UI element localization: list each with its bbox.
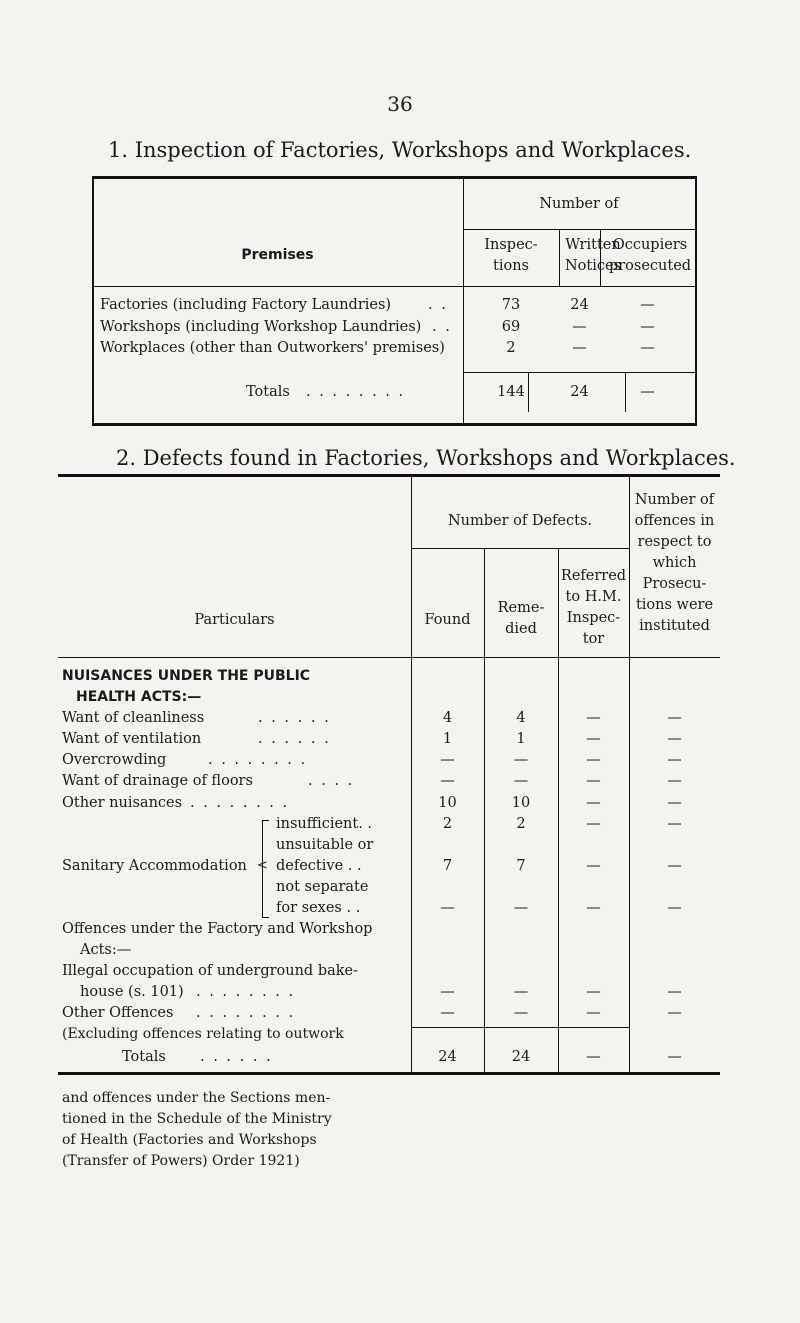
col-header-written-line: Notices xyxy=(564,258,622,274)
section1-title: 1. Inspection of Factories, Workshops and Workplaces. xyxy=(108,138,692,162)
row-label: Workshops (including Workshop Laundries) xyxy=(100,319,422,335)
table2-group-rule xyxy=(411,548,629,549)
factory-acts-heading: Offences under the Factory and Workshop xyxy=(62,921,373,937)
row-label: Other Offences xyxy=(62,1005,174,1021)
row-leader-dots: . . . . . . xyxy=(258,710,331,726)
row-leader-dots: . . . . xyxy=(308,773,355,789)
row-label: Overcrowding xyxy=(62,752,167,768)
cell-found: — xyxy=(440,900,455,916)
col-header-written-line: Written xyxy=(565,237,621,253)
cell-offences: — xyxy=(667,1049,682,1065)
sanitary-sub-label: unsuitable or xyxy=(276,837,374,853)
table2-top-border xyxy=(58,474,720,477)
cell-referred: — xyxy=(586,731,601,747)
cell-offences: — xyxy=(667,1005,682,1021)
row-leader-dots: . . . . . . . . xyxy=(190,795,290,811)
sanitary-sub-label: defective . . xyxy=(276,858,362,874)
cell-written: — xyxy=(572,319,587,335)
cell-inspections: 2 xyxy=(506,340,516,356)
cell-found: 10 xyxy=(438,795,457,811)
col-header-inspections xyxy=(463,235,559,277)
cell-prosecuted: — xyxy=(640,297,655,313)
table1-group-header: Number of xyxy=(539,196,619,212)
row-leader-dots: . . xyxy=(428,297,448,313)
cell-referred: — xyxy=(586,710,601,726)
row-label: Other nuisances xyxy=(62,795,183,811)
col-header-prosecuted-line: prosecuted xyxy=(608,258,692,274)
row-leader-dots: . . . . . . xyxy=(200,1049,273,1065)
cell-remedied: 1 xyxy=(516,731,526,747)
cell-remedied: — xyxy=(513,752,529,768)
cell-written: 24 xyxy=(570,384,589,400)
col-header-remedied-line: died xyxy=(505,621,537,637)
note-line: (Transfer of Powers) Order 1921) xyxy=(62,1153,300,1169)
table1-totals-rule xyxy=(463,372,695,373)
row-leader-dots: . . . . . . . . xyxy=(208,752,308,768)
table1-left-border xyxy=(92,176,94,424)
cell-prosecuted: — xyxy=(640,319,655,335)
col-header-referred-line: Inspec- xyxy=(566,610,621,626)
note-line: (Excluding offences relating to outwork xyxy=(62,1026,344,1042)
row-leader-dots: . . . . . . . . xyxy=(196,1005,296,1021)
note-line: tioned in the Schedule of the Ministry xyxy=(62,1111,332,1127)
cell-offences: — xyxy=(667,710,682,726)
sanitary-sub-label: insufficient. . xyxy=(276,816,373,832)
cell-found: — xyxy=(440,752,455,768)
table1-header-rule xyxy=(92,286,697,287)
col-header-remedied-line: Reme- xyxy=(497,600,545,616)
note-line: and offences under the Sections men- xyxy=(62,1090,331,1106)
cell-referred: — xyxy=(586,1005,601,1021)
cell-written: 24 xyxy=(570,297,589,313)
cell-offences: — xyxy=(667,984,682,1000)
row-label: Want of cleanliness xyxy=(62,710,205,726)
row-leader-dots: . . xyxy=(432,319,452,335)
cell-offences: — xyxy=(667,795,682,811)
totals-label: Totals xyxy=(246,384,290,400)
cell-inspections: 144 xyxy=(497,384,525,400)
row-label: Factories (including Factory Laundries) xyxy=(100,297,392,313)
row-leader-dots: . . . . . . . . xyxy=(306,384,406,400)
table1-bottom-border xyxy=(92,423,697,426)
col-header-prosecuted xyxy=(604,235,696,277)
cell-found: — xyxy=(440,773,455,789)
row-label: Want of drainage of floors xyxy=(62,773,253,789)
col-header-referred xyxy=(558,566,629,650)
cell-remedied: 10 xyxy=(511,795,531,811)
cell-prosecuted: — xyxy=(640,340,655,356)
sanitary-sub-label: for sexes . . xyxy=(276,900,361,916)
cell-found: 1 xyxy=(442,731,453,747)
cell-found: 2 xyxy=(442,816,453,832)
section2-title: 2. Defects found in Factories, Workshops and Workplaces. xyxy=(116,446,736,470)
nuisances-heading: NUISANCES UNDER THE PUBLIC xyxy=(62,668,311,684)
cell-offences: — xyxy=(667,752,682,768)
col-header-referred-line: to H.M. xyxy=(565,589,622,605)
cell-found: 7 xyxy=(442,858,453,874)
col-header-offences-line: respect to xyxy=(637,534,712,550)
row-leader-dots: . . . . . . . . xyxy=(196,984,296,1000)
totals-label: Totals xyxy=(122,1049,166,1065)
table1-right-border xyxy=(695,176,697,424)
cell-remedied: 4 xyxy=(516,710,526,726)
factory-acts-heading: Acts:— xyxy=(80,942,132,958)
cell-prosecuted: — xyxy=(640,384,655,400)
col-header-offences-line: which xyxy=(652,555,697,571)
row-label: house (s. 101) xyxy=(80,984,184,1000)
cell-remedied: — xyxy=(513,773,529,789)
cell-referred: — xyxy=(586,900,601,916)
col-header-inspections-line: Inspec- xyxy=(484,237,538,253)
col-header-offences-line: Number of xyxy=(634,492,715,508)
row-label: Workplaces (other than Outworkers' premises) xyxy=(100,340,445,356)
col-header-offences-line: offences in xyxy=(634,513,715,529)
sanitary-sub-label: not separate xyxy=(276,879,369,895)
cell-offences: — xyxy=(667,773,682,789)
row-label: Illegal occupation of underground bake- xyxy=(62,963,359,979)
cell-referred: — xyxy=(586,773,601,789)
col-header-offences xyxy=(629,490,720,637)
col-header-offences-line: instituted xyxy=(639,618,710,634)
cell-remedied: 24 xyxy=(511,1049,531,1065)
cell-referred: — xyxy=(586,795,601,811)
page-number: 36 xyxy=(387,92,413,116)
table2-group-header: Number of Defects. xyxy=(447,513,593,529)
row-label: Want of ventilation xyxy=(62,731,202,747)
brace-point: < xyxy=(257,858,268,873)
col-header-offences-line: Prosecu- xyxy=(642,576,707,592)
cell-offences: — xyxy=(667,816,682,832)
cell-remedied: 7 xyxy=(516,858,526,874)
cell-referred: — xyxy=(586,752,601,768)
cell-remedied: — xyxy=(513,900,529,916)
col-header-premises: Premises xyxy=(241,247,314,263)
note-line: of Health (Factories and Workshops xyxy=(62,1132,317,1148)
cell-written: — xyxy=(572,340,587,356)
cell-offences: — xyxy=(667,858,682,874)
table2-totals-rule xyxy=(411,1027,629,1028)
col-header-offences-line: tions were xyxy=(635,597,714,613)
cell-found: — xyxy=(440,984,455,1000)
table2-bottom-border xyxy=(58,1072,720,1075)
cell-referred: — xyxy=(586,816,601,832)
cell-referred: — xyxy=(586,858,601,874)
cell-offences: — xyxy=(667,731,682,747)
sanitary-label: Sanitary Accommodation xyxy=(62,858,247,874)
col-header-referred-line: tor xyxy=(582,631,605,647)
col-header-particulars: Particulars xyxy=(194,612,275,628)
table1-group-rule xyxy=(463,229,695,230)
nuisances-heading: HEALTH ACTS:— xyxy=(76,689,202,705)
cell-remedied: — xyxy=(513,984,529,1000)
col-header-prosecuted-line: Occupiers xyxy=(612,237,688,253)
col-header-remedied xyxy=(484,598,558,640)
cell-offences: — xyxy=(667,900,682,916)
col-header-found: Found xyxy=(424,612,471,628)
table1-top-border xyxy=(92,176,697,179)
col-header-referred-line: Referred xyxy=(560,568,627,584)
cell-referred: — xyxy=(586,984,601,1000)
cell-inspections: 73 xyxy=(501,297,521,313)
cell-referred: — xyxy=(586,1049,601,1065)
table2-header-rule xyxy=(58,657,720,658)
cell-remedied: 2 xyxy=(516,816,526,832)
cell-found: — xyxy=(440,1005,455,1021)
cell-found: 4 xyxy=(442,710,453,726)
cell-remedied: — xyxy=(513,1005,529,1021)
cell-found: 24 xyxy=(438,1049,457,1065)
row-leader-dots: . . . . . . xyxy=(258,731,331,747)
col-header-inspections-line: tions xyxy=(493,258,529,274)
cell-inspections: 69 xyxy=(501,319,521,335)
